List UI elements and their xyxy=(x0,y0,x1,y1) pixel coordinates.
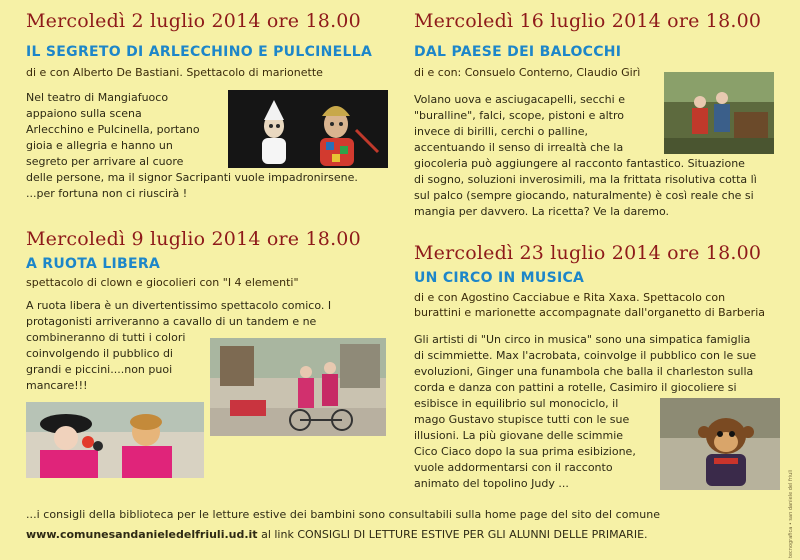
clown-photo xyxy=(26,402,204,478)
event-2-line: coinvolgendo il pubblico di xyxy=(26,347,173,360)
event-4-line: Gli artisti di "Un circo in musica" sono una simpatica famiglia xyxy=(414,333,751,346)
event-3-line: "buralline", falci, scope, pistoni e altro xyxy=(414,109,624,122)
event-1-title: IL SEGRETO DI ARLECCHINO E PULCINELLA xyxy=(26,44,373,60)
event-4-line: vuole addormentarsi con il racconto xyxy=(414,461,613,474)
event-3-subtitle: di e con: Consuelo Conterno, Claudio Girì xyxy=(414,66,641,79)
event-2-subtitle: spettacolo di clown e giocolieri con "I 4 elementi" xyxy=(26,276,299,289)
event-4-line: mago Gustavo stupisce tutti con le sue xyxy=(414,413,630,426)
event-1-line: delle persone, ma il signor Sacripanti vuole impadronirsene. xyxy=(26,171,358,184)
event-4-line: animato del topolino Judy ... xyxy=(414,477,569,490)
event-4-subtitle-line: di e con Agostino Cacciabue e Rita Xaxa. Spettacolo con xyxy=(414,291,726,304)
event-1-line: gioia e allegria e hanno un xyxy=(26,139,173,152)
event-1-body-b xyxy=(26,170,386,202)
event-4-subtitle xyxy=(414,290,780,320)
event-2-line: combineranno di tutti i colori xyxy=(26,331,186,344)
event-4-line: evoluzioni, Ginger una funambola che balla il charleston sulla xyxy=(414,365,754,378)
event-3-body-a xyxy=(414,92,660,156)
event-3-body-b xyxy=(414,156,780,220)
event-1-line: Nel teatro di Mangiafuoco xyxy=(26,91,169,104)
monkey-puppet-photo xyxy=(660,398,780,490)
event-4-line: Cico Ciaco dopo la sua prima esibizione, xyxy=(414,445,636,458)
event-2-title: A RUOTA LIBERA xyxy=(26,256,161,272)
footer-website-link[interactable]: www.comunesandanieledelfriuli.ud.it xyxy=(26,528,258,541)
footer-line-1: ...i consigli della biblioteca per le letture estive dei bambini sono consultabili sulla home page del sito del comune xyxy=(26,508,661,521)
balocchi-photo xyxy=(664,72,774,154)
event-1-line: appaiono sulla scena xyxy=(26,107,142,120)
marionette-photo xyxy=(228,90,388,168)
event-4-body-a xyxy=(414,332,780,396)
event-4-heading: Mercoledì 23 luglio 2014 ore 18.00 xyxy=(414,242,762,264)
event-1-line: ...per fortuna non ci riuscirà ! xyxy=(26,187,188,200)
event-1-subtitle: di e con Alberto De Bastiani. Spettacolo di marionette xyxy=(26,66,323,79)
footer-line-2 xyxy=(26,528,648,541)
event-3-line: mangia per davvero. La ricetta? Ve la daremo. xyxy=(414,205,670,218)
event-2-body-b xyxy=(26,330,206,394)
event-4-subtitle-line: burattini e marionette accompagnate dall'organetto di Barberia xyxy=(414,306,766,319)
event-4-line: corda e danza con pattini a rotelle, Casimiro il giocoliere si xyxy=(414,381,737,394)
footer-line-2-rest: al link CONSIGLI DI LETTURE ESTIVE PER GLI ALUNNI DELLE PRIMARIE. xyxy=(257,528,648,541)
event-3-line: invece di birilli, cerchi o palline, xyxy=(414,125,588,138)
event-3-line: accentuando il senso di irrealtà che la xyxy=(414,141,624,154)
event-3-line: Volano uova e asciugacapelli, secchi e xyxy=(414,93,625,106)
tandem-photo xyxy=(210,338,386,436)
event-3-line: di sogno, soluzioni inverosimili, ma la frittata risolutiva cotta lì xyxy=(414,173,757,186)
event-4-body-b xyxy=(414,396,654,492)
event-4-line: esibisce in equilibrio sul monociclo, il xyxy=(414,397,619,410)
event-2-line: A ruota libera è un divertentissimo spettacolo comico. I xyxy=(26,299,332,312)
event-1-line: segreto per arrivare al cuore xyxy=(26,155,184,168)
event-2-line: protagonisti arriveranno a cavallo di un tandem e ne xyxy=(26,315,317,328)
event-4-title: UN CIRCO IN MUSICA xyxy=(414,270,585,286)
event-2-line: mancare!!! xyxy=(26,379,88,392)
event-1-heading: Mercoledì 2 luglio 2014 ore 18.00 xyxy=(26,10,361,32)
event-3-title: DAL PAESE DEI BALOCCHI xyxy=(414,44,622,60)
event-3-line: sul palco (sempre giocando, naturalmente) è così reale che si xyxy=(414,189,754,202)
event-4-line: illusioni. La più giovane delle scimmie xyxy=(414,429,624,442)
event-3-line: giocoleria può aggiungere al racconto fantastico. Situazione xyxy=(414,157,745,170)
event-1-body-a xyxy=(26,90,226,170)
event-1-line: Arlecchino e Pulcinella, portano xyxy=(26,123,200,136)
event-2-body-a xyxy=(26,298,384,330)
event-4-line: di scimmiette. Max l'acrobata, coinvolge il pubblico con le sue xyxy=(414,349,757,362)
event-2-heading: Mercoledì 9 luglio 2014 ore 18.00 xyxy=(26,228,361,250)
event-3-heading: Mercoledì 16 luglio 2014 ore 18.00 xyxy=(414,10,762,32)
side-credit: tecnografica • san daniele del friuli xyxy=(788,469,794,558)
event-2-line: grandi e piccini....non puoi xyxy=(26,363,173,376)
